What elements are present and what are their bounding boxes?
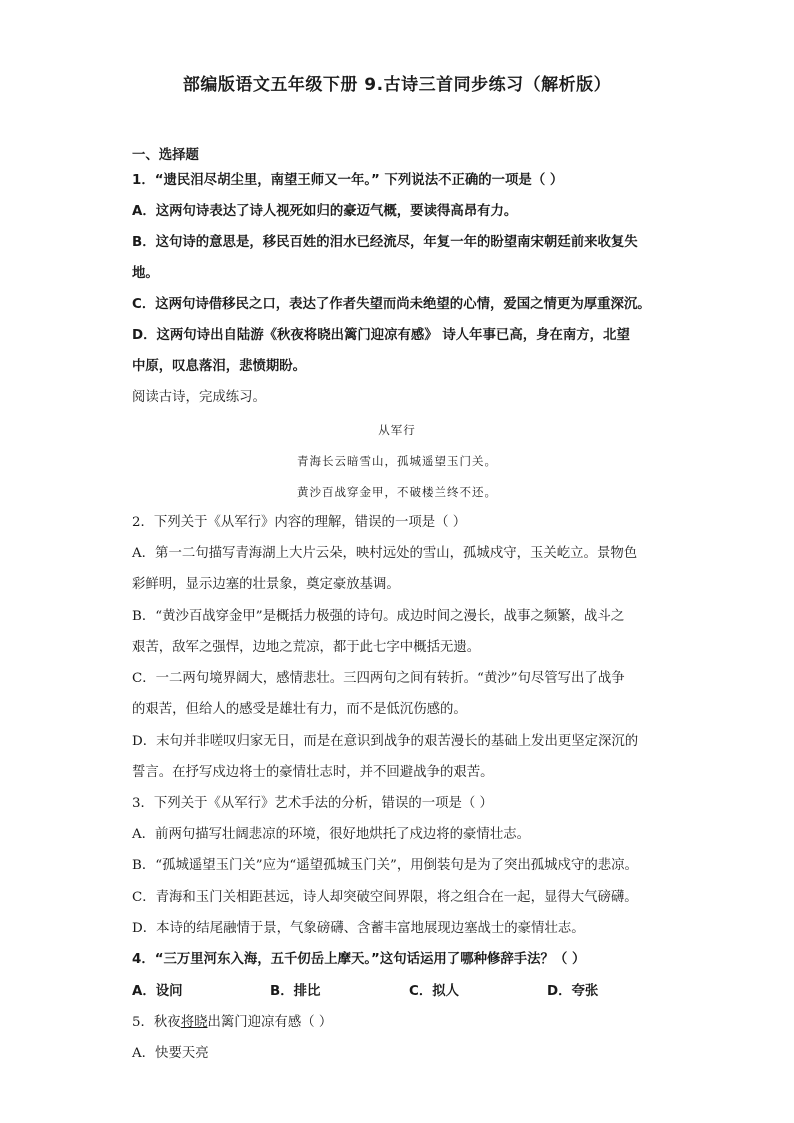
question-2-stem: 2．下列关于《从军行》内容的理解，错误的一项是（ ） <box>132 515 467 530</box>
question-2-option-c-cont: 的艰苦，但给人的感受是雄壮有力，而不是低沉伤感的。 <box>132 702 467 717</box>
question-3-option-d: D．本诗的结尾融情于景，气象磅礴、含蓄丰富地展现边塞战士的豪情壮志。 <box>132 921 585 936</box>
question-3-option-b: B．“孤城遥望玉门关”应为“遥望孤城玉门关”，用倒装句是为了突出孤城戍守的悲凉。 <box>132 858 638 873</box>
question-1-option-b-cont: 地。 <box>132 266 159 281</box>
question-1-option-b: B．这句诗的意思是，移民百姓的泪水已经流尽，年复一年的盼望南宋朝廷前来收复失 <box>132 235 638 250</box>
question-3-option-c: C．青海和玉门关相距甚远，诗人却突破空间界限，将之组合在一起，显得大气磅礴。 <box>132 890 638 905</box>
question-1-option-c: C．这两句诗借移民之口，表达了作者失望而尚未绝望的心情，爱国之情更为厚重深沉。 <box>132 297 651 312</box>
question-2-option-c: C．一二两句境界阔大，感情悲壮。三四两句之间有转折。“黄沙”句尽管写出了战争 <box>132 671 625 686</box>
question-4-option-a: A．设问 <box>132 984 183 999</box>
question-5-underlined-word: 将晓 <box>180 1015 208 1030</box>
question-2-option-d: D．末句并非嗟叹归家无日，而是在意识到战争的艰苦漫长的基础上发出更坚定深沉的 <box>132 734 639 749</box>
question-3-stem: 3．下列关于《从军行》艺术手法的分析，错误的一项是（ ） <box>132 796 493 811</box>
question-1-option-d-cont: 中原，叹息落泪，悲愤期盼。 <box>132 359 307 374</box>
section-heading: 一、选择题 <box>132 148 199 163</box>
question-1-option-a: A．这两句诗表达了诗人视死如归的豪迈气概，要读得高昂有力。 <box>132 204 518 219</box>
poem-line-1: 青海长云暗雪山，孤城遥望玉门关。 <box>297 454 497 468</box>
page-title: 部编版语文五年级下册 9.古诗三首同步练习（解析版） <box>182 75 612 95</box>
question-2-option-a-cont: 彩鲜明，显示边塞的壮景象，奠定豪放基调。 <box>132 577 400 592</box>
question-2-option-d-cont: 誓言。在抒写戍边将士的豪情壮志时，并不回避战争的艰苦。 <box>132 765 494 780</box>
question-2-option-b: B．“黄沙百战穿金甲”是概括力极强的诗句。成边时间之漫长，战事之频繁，战斗之 <box>132 609 625 624</box>
question-4-stem: 4．“三万里河东入海，五千仞岳上摩天。”这句话运用了哪种修辞手法？（ ） <box>132 952 586 967</box>
question-5-option-a: A．快要天亮 <box>132 1046 209 1061</box>
question-3-option-a: A．前两句描写壮阔悲凉的环境，很好地烘托了戍边将的豪情壮志。 <box>132 827 530 842</box>
question-4-option-c: C．拟人 <box>409 984 459 999</box>
question-2-option-b-cont: 艰苦，敌军之强悍，边地之荒凉，都于此七字中概括无遗。 <box>132 640 481 655</box>
poem-title: 从军行 <box>378 423 416 437</box>
question-5-stem-start: 5．秋夜 <box>132 1015 181 1030</box>
question-1-option-d: D．这两句诗出自陆游《秋夜将晓出篱门迎凉有感》 诗人年事已高，身在南方，北望 <box>132 328 630 343</box>
question-2-option-a: A．第一二句描写青海湖上大片云朵，映村远处的雪山，孤城戍守，玉关屹立。景物色 <box>132 546 638 561</box>
question-5-stem-end: 出篱门迎凉有感（ ） <box>207 1015 333 1030</box>
question-4-option-b: B．排比 <box>270 984 321 999</box>
reading-instruction: 阅读古诗，完成练习。 <box>132 390 266 405</box>
question-5-stem <box>132 1013 662 1033</box>
question-1-stem: 1．“遗民泪尽胡尘里，南望王师又一年。” 下列说法不正确的一项是（ ） <box>132 173 564 188</box>
poem-line-2: 黄沙百战穿金甲，不破楼兰终不还。 <box>297 485 497 499</box>
question-4-option-d: D．夸张 <box>547 984 599 999</box>
